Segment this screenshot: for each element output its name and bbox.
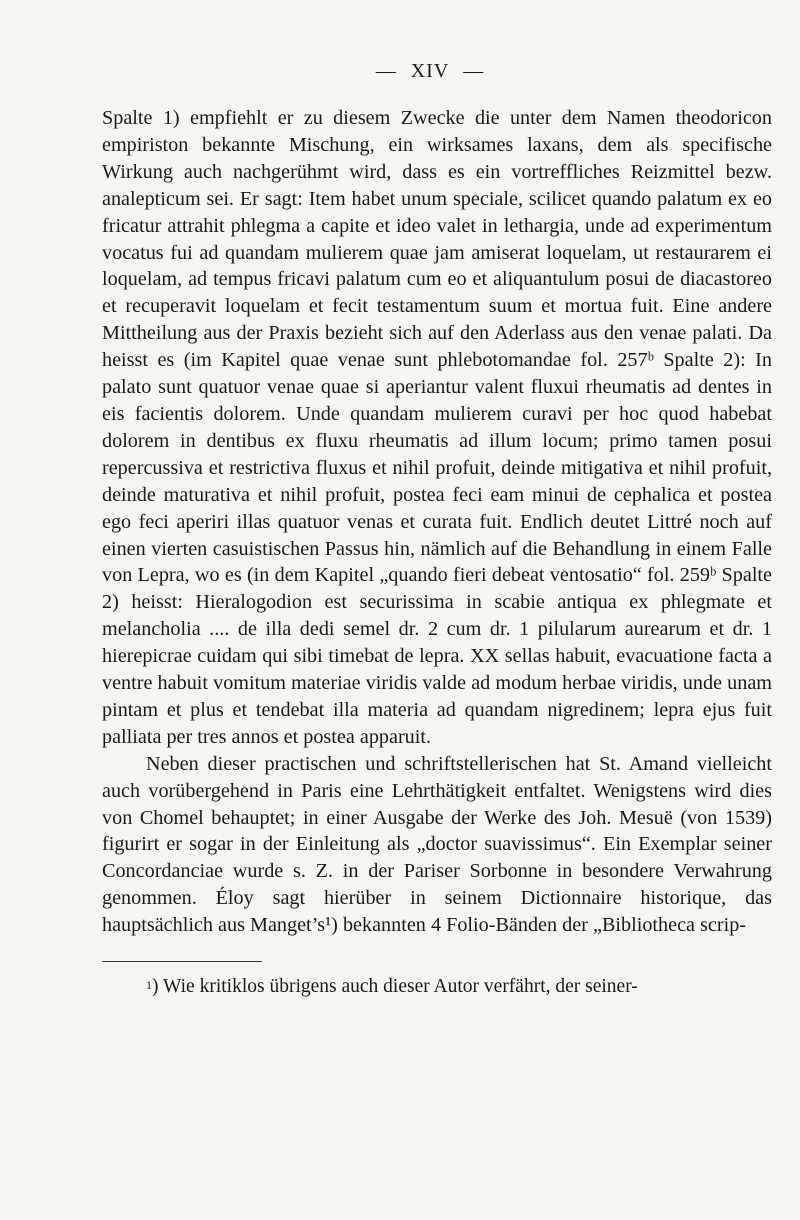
paragraph: Neben dieser practischen und schriftstellerischen hat St. Amand vielleicht auch vorübergehend in Paris eine Lehrthätigkeit entfaltet. Wenigstens wird dies von Chomel behauptet; in einer Ausgabe der Werke des Joh. Mesuë (von 1539) figurirt er sogar in der Einleitung als „doctor suavissimus“. Ein Exemplar seiner Concordanciae wurde s. Z. in der Pariser Sorbonne in besondere Verwahrung genommen. Éloy sagt hierüber in seinem Dictionnaire historique, das hauptsächlich aus Manget’s¹) bekannten 4 Folio-Bänden der „Bibliotheca scrip- bbox=[102, 752, 772, 937]
header-dash-right: — bbox=[463, 60, 485, 82]
page-number: XIV bbox=[410, 60, 450, 82]
footnote-separator bbox=[102, 961, 262, 962]
footnote-marker: 1 bbox=[146, 978, 152, 993]
page-header bbox=[88, 60, 772, 83]
footnote-text: ) Wie kritiklos übrigens auch dieser Autor verfährt, der seiner- bbox=[152, 976, 638, 998]
book-page bbox=[102, 60, 772, 1000]
header-dash-left: — bbox=[375, 60, 397, 82]
body-text bbox=[102, 105, 772, 939]
footnote bbox=[102, 974, 772, 1000]
paragraph: Spalte 1) empfiehlt er zu diesem Zwecke die unter dem Namen theodoricon empiriston bekannte Mischung, ein wirksames laxans, dem als specifische Wirkung auch nachgerühmt wird, dass es ein vortreffliches Reizmittel bezw. analepticum sei. Er sagt: Item habet unum speciale, scilicet quando palatum ex eo fricatur attrahit phlegma a capite et ideo valet in lethargia, unde ad experimentum vocatus fui ad quandam mulierem quae jam amiserat loquelam, ut restaurarem ei loquelam, ad tempus fricavi palatum cum eo et aliquantulum posui de diacastoreo et recuperavit loquelam et fecit testamentum suum et mortua fuit. Eine andere Mittheilung aus der Praxis bezieht sich auf den Aderlass aus den venae palati. Da heisst es (im Kapitel quae venae sunt phlebotomandae fol. 257ᵇ Spalte 2): In palato sunt quatuor venae quae si aperiantur valent fluxui rheumatis ad dentes in eis facientis dolorem. Unde quandam mulierem curavi per hoc quod habebat dolorem in dentibus ex fluxu rheumatis ad illum locum; primo tamen posui repercussiva et restrictiva fluxus et nihil profuit, deinde mitigativa et nihil profuit, deinde maturativa et nihil profuit, postea feci eam minui de cephalica et postea ego feci aperiri illas quatuor venas et curata fuit. Endlich deutet Littré noch auf einen vierten casuistischen Passus hin, nämlich auf die Behandlung in einem Falle von Lepra, wo es (in dem Kapitel „quando fieri debeat ventosatio“ fol. 259ᵇ Spalte 2) heisst: Hieralogodion est securissima in scabie antiqua ex phlegmate et melancholia .... de illa dedi semel dr. 2 cum dr. 1 pilularum aurearum et dr. 1 hierepicrae cuidam qui sibi timebat de lepra. XX sellas habuit, evacuatione facta a ventre habuit vomitum materiae viridis valde ad modum herbae viridis, unde unam pintam et plus et tendebat illa materia ad quandam nigredinem; lepra ejus fuit palliata per tres annos et postea apparuit. bbox=[102, 107, 772, 748]
